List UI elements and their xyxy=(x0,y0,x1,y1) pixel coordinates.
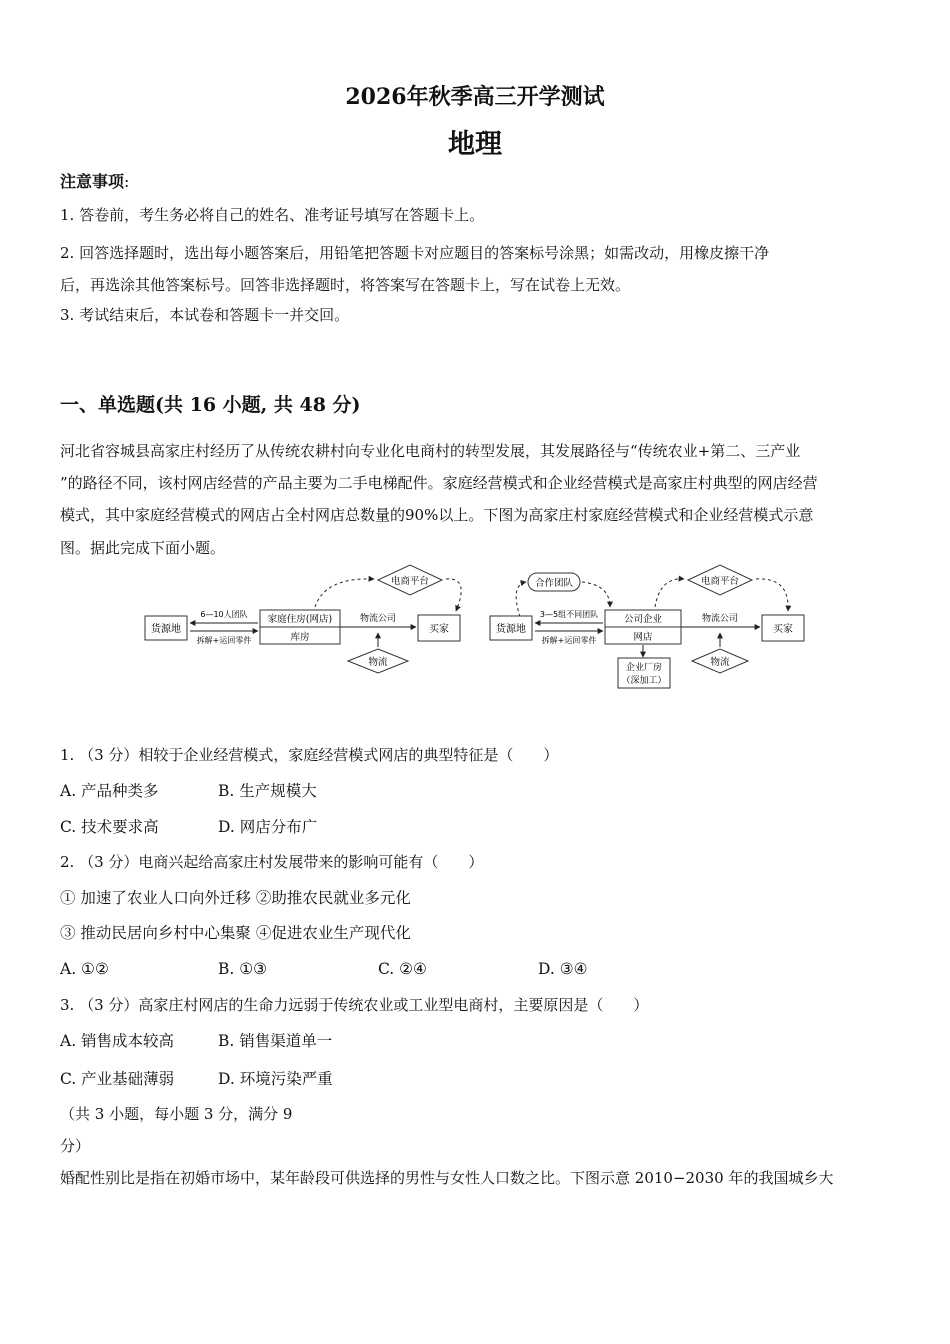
question-3-stem: 3. （3 分）高家庄村网店的生命力远弱于传统农业或工业型电商村，主要原因是（ ） xyxy=(60,996,649,1014)
right-buyer-label: 买家 xyxy=(773,624,793,635)
q2-statements-1: ① 加速了农业人口向外迁移 ②助推农民就业多元化 xyxy=(60,889,411,907)
right-factory-line2: （深加工） xyxy=(621,676,667,686)
family-model xyxy=(145,565,461,673)
left-house-top: 家庭住房(网店) xyxy=(267,614,333,625)
q3-option-c: C. 产业基础薄弱 xyxy=(60,1070,175,1088)
enterprise-model xyxy=(490,565,804,688)
passage-line-3: 模式，其中家庭经营模式的网店占全村网店总数量的90%以上。下图为高家庄村家庭经营模式和企业经营模式示意 xyxy=(60,506,814,524)
left-buyer-label: 买家 xyxy=(429,624,449,635)
left-flow-label: 拆解+运回零件 xyxy=(196,636,252,645)
right-flow-label: 拆解+运回零件 xyxy=(541,636,597,645)
q2-option-a: A. ①② xyxy=(60,960,109,978)
right-logistics-company: 物流公司 xyxy=(701,614,739,624)
section-heading: 一、单选题(共 16 小题, 共 48 分) xyxy=(60,394,361,416)
q2-statements-2: ③ 推动民居向乡村中心集聚 ④促进农业生产现代化 xyxy=(60,924,411,942)
right-coop-label: 合作团队 xyxy=(534,578,574,589)
left-source-label: 货源地 xyxy=(151,624,181,635)
question-1-stem: 1. （3 分）相较于企业经营模式，家庭经营模式网店的典型特征是（ ） xyxy=(60,746,559,764)
passage-line-4: 图。据此完成下面小题。 xyxy=(60,539,226,557)
notice-item-3: 3. 考试结束后，本试卷和答题卡一并交回。 xyxy=(60,306,350,324)
notice-item-2-cont: 后，再选涂其他答案标号。回答非选择题时，将答案写在答题卡上，写在试卷上无效。 xyxy=(60,276,631,294)
right-source-label: 货源地 xyxy=(496,624,526,635)
q2-option-c: C. ②④ xyxy=(378,960,427,978)
left-platform-label: 电商平台 xyxy=(390,576,430,587)
right-platform-label: 电商平台 xyxy=(700,576,740,587)
left-logistics-label: 物流 xyxy=(368,657,388,668)
exam-title: 2026年秋季高三开学测试 xyxy=(345,84,605,110)
q1-option-b: B. 生产规模大 xyxy=(218,782,317,800)
right-factory-line1: 企业厂房 xyxy=(625,663,663,673)
question-2-stem: 2. （3 分）电商兴起给高家庄村发展带来的影响可能有（ ） xyxy=(60,853,484,871)
group-note-line-1: （共 3 小题，每小题 3 分，满分 9 xyxy=(60,1105,293,1123)
left-house-bottom: 库房 xyxy=(290,632,310,643)
q3-option-d: D. 环境污染严重 xyxy=(218,1070,333,1088)
right-team-label: 3—5组不同团队 xyxy=(539,610,599,619)
q1-option-d: D. 网店分布广 xyxy=(218,818,318,836)
notice-item-2: 2. 回答选择题时，选出每小题答案后，用铅笔把答题卡对应题目的答案标号涂黑；如需改动，用橡皮擦干净 xyxy=(60,244,770,262)
q2-option-d: D. ③④ xyxy=(538,960,588,978)
notice-heading-line: 注意事项: xyxy=(60,172,130,191)
left-team-label: 6—10人团队 xyxy=(200,610,248,619)
group-passage: 婚配性别比是指在初婚市场中，某年龄段可供选择的男性与女性人口数之比。下图示意 2010−2030 年的我国城乡大 xyxy=(60,1169,834,1187)
left-logistics-company: 物流公司 xyxy=(359,614,397,624)
q1-option-a: A. 产品种类多 xyxy=(60,782,159,800)
right-company-bottom: 网店 xyxy=(633,632,653,643)
notice-heading: 注意事项 xyxy=(60,172,125,191)
business-model-diagram xyxy=(140,555,820,695)
passage-line-2: ”的路径不同，该村网店经营的产品主要为二手电梯配件。家庭经营模式和企业经营模式是高家庄村典型的网店经营 xyxy=(60,474,818,492)
q2-option-b: B. ①③ xyxy=(218,960,268,978)
q1-option-c: C. 技术要求高 xyxy=(60,818,159,836)
notice-item-1: 1. 答卷前，考生务必将自己的姓名、准考证号填写在答题卡上。 xyxy=(60,206,485,224)
right-company-top: 公司企业 xyxy=(623,614,663,625)
exam-subject: 地理 xyxy=(448,129,502,160)
q3-option-a: A. 销售成本较高 xyxy=(60,1032,175,1050)
passage-line-1: 河北省容城县高家庄村经历了从传统农耕村向专业化电商村的转型发展，其发展路径与“传统农业+第二、三产业 xyxy=(60,442,801,460)
right-logistics-label: 物流 xyxy=(710,657,730,668)
group-note-line-2: 分） xyxy=(60,1137,91,1155)
q3-option-b: B. 销售渠道单一 xyxy=(218,1032,333,1050)
